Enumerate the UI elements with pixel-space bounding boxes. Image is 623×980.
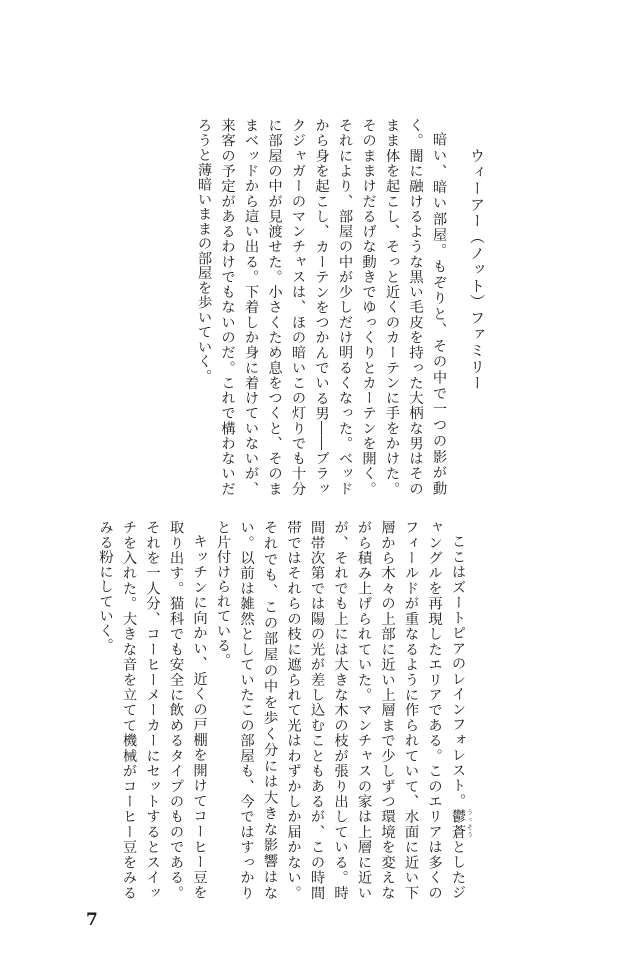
lower-text-column xyxy=(84,520,472,900)
paragraph: キッチンに向かい、近くの戸棚を開けてコーヒー豆を取り出す。猫科でも安全に飲めるタイプのものである。それを一人分、コーヒーメーカーにセットするとスイッチを入れた。大きな音を立てて機械がコーヒー豆をみるみる粉にしていく。 xyxy=(97,520,208,900)
ruby-word: 鬱蒼 うっそう xyxy=(450,808,472,840)
paragraph: 暗い、暗い部屋。もぞりと、その中で一つの影が動く。闇に融けるような黒い毛皮を持った大柄な男はそのまま体を起こし、そっと近くのカーテンに手をかけた。そのままけだるげな動きでゆっくりとカーテンを開く。それにより、部屋の中が少しだけ明るくなった。ベッドから身を起こし、カーテンをつかんでいる男――ブラックジャガーのマンチャスは、ほの暗いこの灯りでも十分に部屋の中が見渡せた。小さくため息をつくと、そのままベッドから這い出る。下着しか身に着けていないが、来客の予定があるわけでもないのだ。これで構わないだろうと薄暗いままの部屋を歩いていく。 xyxy=(196,118,447,496)
paragraph-text: としたジャングルを再現したエリアである。このエリアは多くのフィールドが重なるように作られていて、水面に近い下層から木々の上部に近い上層まで少しずつ環境を変えながら積み上げられていた。マンチャスの家は上層に近いが、それでも上には大きな木の枝が張り出している。時間帯次第では陽の光が差し込むこともあるが、この時間帯ではそれらの枝に遮られて光はわずかしか届かない。それでも、この部屋の中を歩く分には大きな影響はない。以前は雑然としていたこの部屋も、今ではすっかりと片付けられている。 xyxy=(215,520,466,900)
paragraph xyxy=(211,520,473,900)
page-number: 7 xyxy=(86,910,98,930)
upper-text-column xyxy=(84,118,450,496)
chapter-title: ウィーアー（ノット）ファミリー xyxy=(468,148,486,391)
paragraph-text: ここはズートピアのレインフォレスト。 xyxy=(450,534,466,809)
